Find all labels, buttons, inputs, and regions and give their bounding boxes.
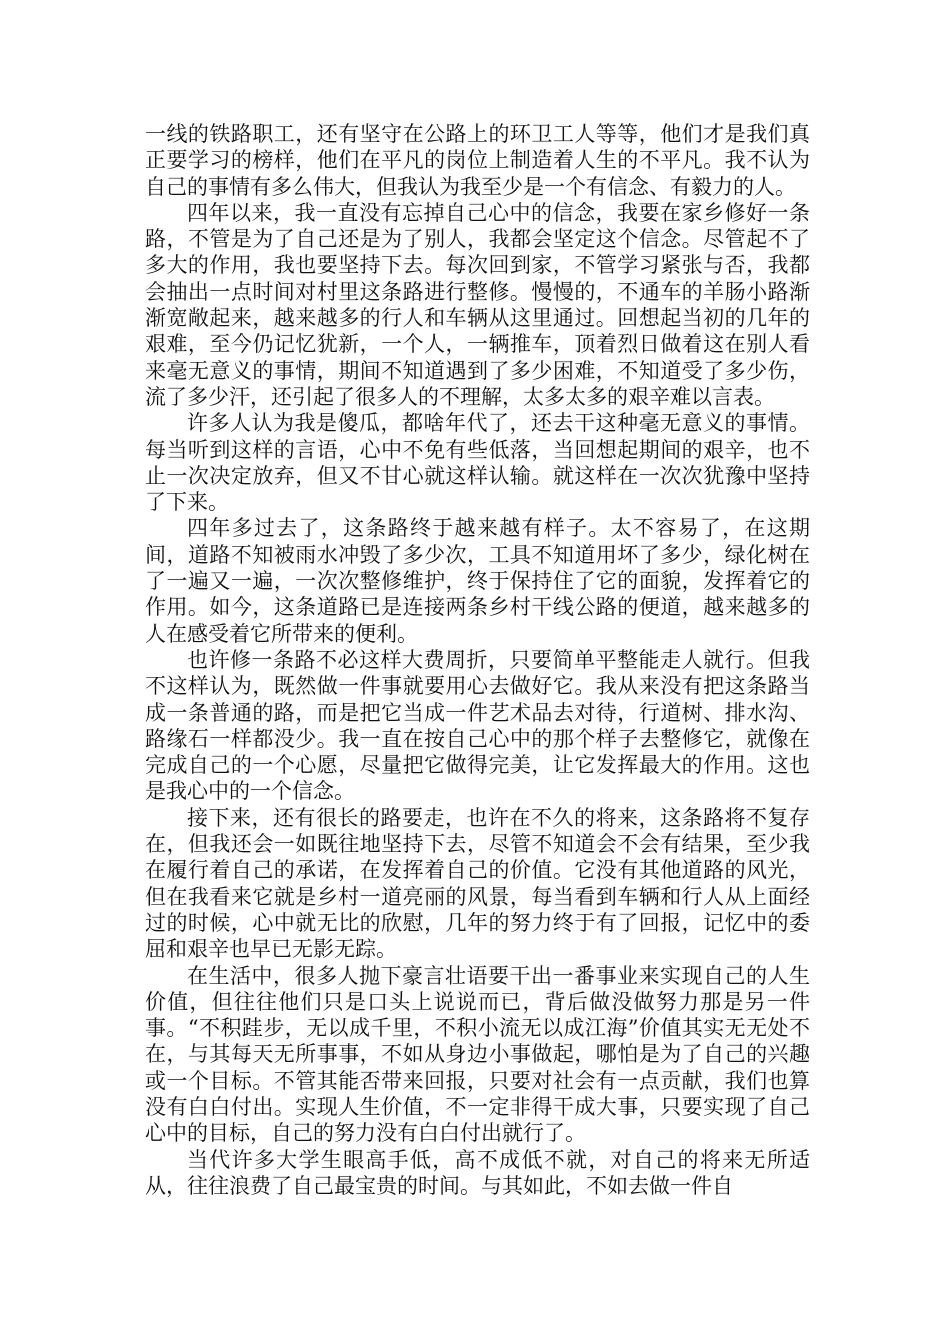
paragraph-2: 四年以来，我一直没有忘掉自己心中的信念，我要在家乡修好一条路，不管是为了自己还是为了别人，我都会坚定这个信念。尽管起不了多大的作用，我也要坚持下去。每次回到家，不管学习紧张与否，我都会抽出一点时间对村里这条路进行整修。慢慢的，不通车的羊肠小路渐渐宽敞起来，越来越多的行人和车辆从这里通过。回想起当初的几年的艰难，至今仍记忆犹新，一个人，一辆推车，顶着烈日做着这在别人看来毫无意义的事情，期间不知道遇到了多少困难，不知道受了多少伤，流了多少汗，还引起了很多人的不理解，太多太多的艰辛难以言表。 (145, 200, 810, 409)
paragraph-3: 许多人认为我是傻瓜，都啥年代了，还去干这种毫无意义的事情。每当听到这样的言语，心中不免有些低落，当回想起期间的艰辛，也不止一次决定放弃，但又不甘心就这样认输。就这样在一次次犹豫中坚持了下来。 (145, 411, 810, 515)
document-body (145, 121, 810, 1199)
paragraph-8: 当代许多大学生眼高手低，高不成低不就，对自己的将来无所适从，往往浪费了自己最宝贵的时间。与其如此，不如去做一件自 (145, 1147, 810, 1198)
paragraph-1: 一线的铁路职工，还有坚守在公路上的环卫工人等等，他们才是我们真正要学习的榜样，他们在平凡的岗位上制造着人生的不平凡。我不认为自己的事情有多么伟大，但我认为我至少是一个有信念、有毅力的人。 (145, 122, 810, 199)
paragraph-5: 也许修一条路不必这样大费周折，只要简单平整能走人就行。但我不这样认为，既然做一件事就要用心去做好它。我从来没有把这条路当成一条普通的路，而是把它当成一件艺术品去对待，行道树、排水沟、路缘石一样都没少。我一直在按自己心中的那个样子去整修它，就像在完成自己的一个心愿，尽量把它做得完美，让它发挥最大的作用。这也是我心中的一个信念。 (145, 647, 810, 804)
paragraph-4: 四年多过去了，这条路终于越来越有样子。太不容易了，在这期间，道路不知被雨水冲毁了多少次，工具不知道用坏了多少，绿化树在了一遍又一遍，一次次整修维护，终于保持住了它的面貌，发挥着它的作用。如今，这条道路已是连接两条乡村干线公路的便道，越来越多的人在感受着它所带来的便利。 (145, 516, 810, 646)
paragraph-7: 在生活中，很多人抛下豪言壮语要干出一番事业来实现自己的人生价值，但往往他们只是口头上说说而已，背后做没做努力那是另一件事。“不积跬步，无以成千里，不积小流无以成江海”价值其实无无处不在，与其每天无所事事，不如从身边小事做起，哪怕是为了自己的兴趣或一个目标。不管其能否带来回报，只要对社会有一点贡献，我们也算没有白白付出。实现人生价值，不一定非得干成大事，只要实现了自己心中的目标，自己的努力没有白白付出就行了。 (145, 963, 810, 1146)
paragraph-6: 接下来，还有很长的路要走，也许在不久的将来，这条路将不复存在，但我还会一如既往地坚持下去，尽管不知道会不会有结果，至少我在履行着自己的承诺，在发挥着自己的价值。它没有其他道路的风光，但在我看来它就是乡村一道亮丽的风景，每当看到车辆和行人从上面经过的时候，心中就无比的欣慰，几年的努力终于有了回报，记忆中的委屈和艰辛也早已无影无踪。 (145, 805, 810, 962)
